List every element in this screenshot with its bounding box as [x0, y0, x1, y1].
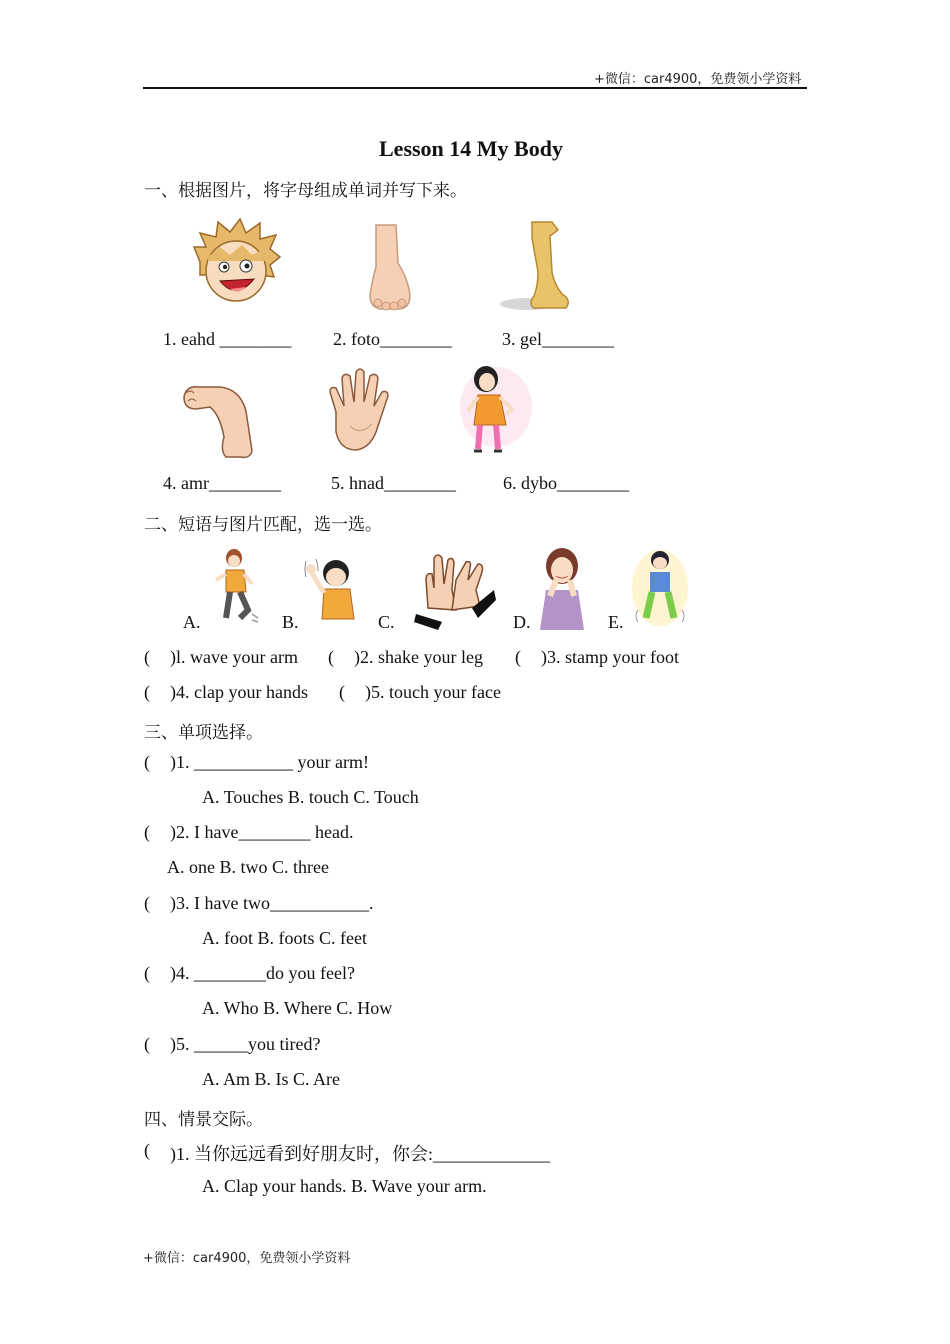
wave-arm-icon: [304, 555, 360, 623]
unscramble-item-2: 2. foto________: [333, 329, 452, 349]
question-3-stem: )3. I have two___________.: [170, 893, 374, 913]
unscramble-item-3: 3. gel________: [502, 329, 614, 349]
section2-heading: 二、短语与图片匹配，选一选。: [144, 515, 382, 535]
answer-blank[interactable]: (: [144, 647, 150, 667]
header-note: +微信：car4900，免费领小学资料: [594, 72, 802, 87]
answer-blank[interactable]: (: [328, 647, 334, 667]
question-1-options: A. Touches B. touch C. Touch: [202, 787, 419, 807]
match-letter-c: C.: [378, 612, 395, 632]
question-5-stem: )5. ______you tired?: [170, 1034, 321, 1054]
match-phrase-3: )3. stamp your foot: [541, 647, 679, 667]
unscramble-item-1: 1. eahd ________: [163, 329, 292, 349]
question-1-stem: )1. ___________ your arm!: [170, 752, 369, 772]
answer-blank[interactable]: (: [144, 1140, 150, 1160]
unscramble-item-6: 6. dybo________: [503, 473, 629, 493]
answer-blank[interactable]: (: [144, 682, 150, 702]
touch-face-icon: [534, 546, 590, 630]
clap-hands-icon: [412, 550, 496, 630]
arm-icon: [180, 381, 256, 461]
header-rule: [143, 87, 807, 89]
answer-blank[interactable]: (: [144, 963, 150, 983]
answer-blank[interactable]: (: [515, 647, 521, 667]
match-phrase-4: )4. clap your hands: [170, 682, 308, 702]
match-letter-b: B.: [282, 612, 299, 632]
footer-note: +微信：car4900，免费领小学资料: [143, 1251, 351, 1266]
match-letter-e: E.: [608, 612, 624, 632]
stamp-foot-icon: [212, 548, 262, 626]
section1-heading: 一、根据图片，将字母组成单词并写下来。: [144, 181, 467, 201]
match-phrase-5: )5. touch your face: [365, 682, 501, 702]
question-4-stem: )4. ________do you feel?: [170, 963, 355, 983]
section3-heading: 三、单项选择。: [144, 723, 263, 743]
unscramble-item-5: 5. hnad________: [331, 473, 456, 493]
answer-blank[interactable]: (: [144, 822, 150, 842]
answer-blank[interactable]: (: [339, 682, 345, 702]
question-2-options: A. one B. two C. three: [167, 857, 329, 877]
question-2-stem: )2. I have________ head.: [170, 822, 354, 842]
page-title: Lesson 14 My Body: [379, 136, 563, 161]
question-3-options: A. foot B. foots C. feet: [202, 928, 367, 948]
match-phrase-1: )l. wave your arm: [170, 647, 298, 667]
unscramble-item-4: 4. amr________: [163, 473, 281, 493]
situation-1-options: A. Clap your hands. B. Wave your arm.: [202, 1176, 487, 1196]
leg-icon: [498, 220, 578, 316]
answer-blank[interactable]: (: [144, 752, 150, 772]
section4-heading: 四、情景交际。: [144, 1110, 263, 1130]
situation-1-stem: )1. 当你远远看到好朋友时，你会:_____________: [170, 1144, 550, 1164]
answer-blank[interactable]: (: [144, 1034, 150, 1054]
answer-blank[interactable]: (: [144, 893, 150, 913]
head-icon: [190, 217, 282, 305]
hand-icon: [322, 366, 396, 456]
body-icon: [456, 363, 536, 459]
match-phrase-2: )2. shake your leg: [354, 647, 483, 667]
question-5-options: A. Am B. Is C. Are: [202, 1069, 341, 1089]
match-letter-d: D.: [513, 612, 531, 632]
match-letter-a: A.: [183, 612, 201, 632]
shake-leg-icon: [630, 548, 690, 628]
question-4-options: A. Who B. Where C. How: [202, 998, 393, 1018]
foot-icon: [364, 223, 414, 313]
